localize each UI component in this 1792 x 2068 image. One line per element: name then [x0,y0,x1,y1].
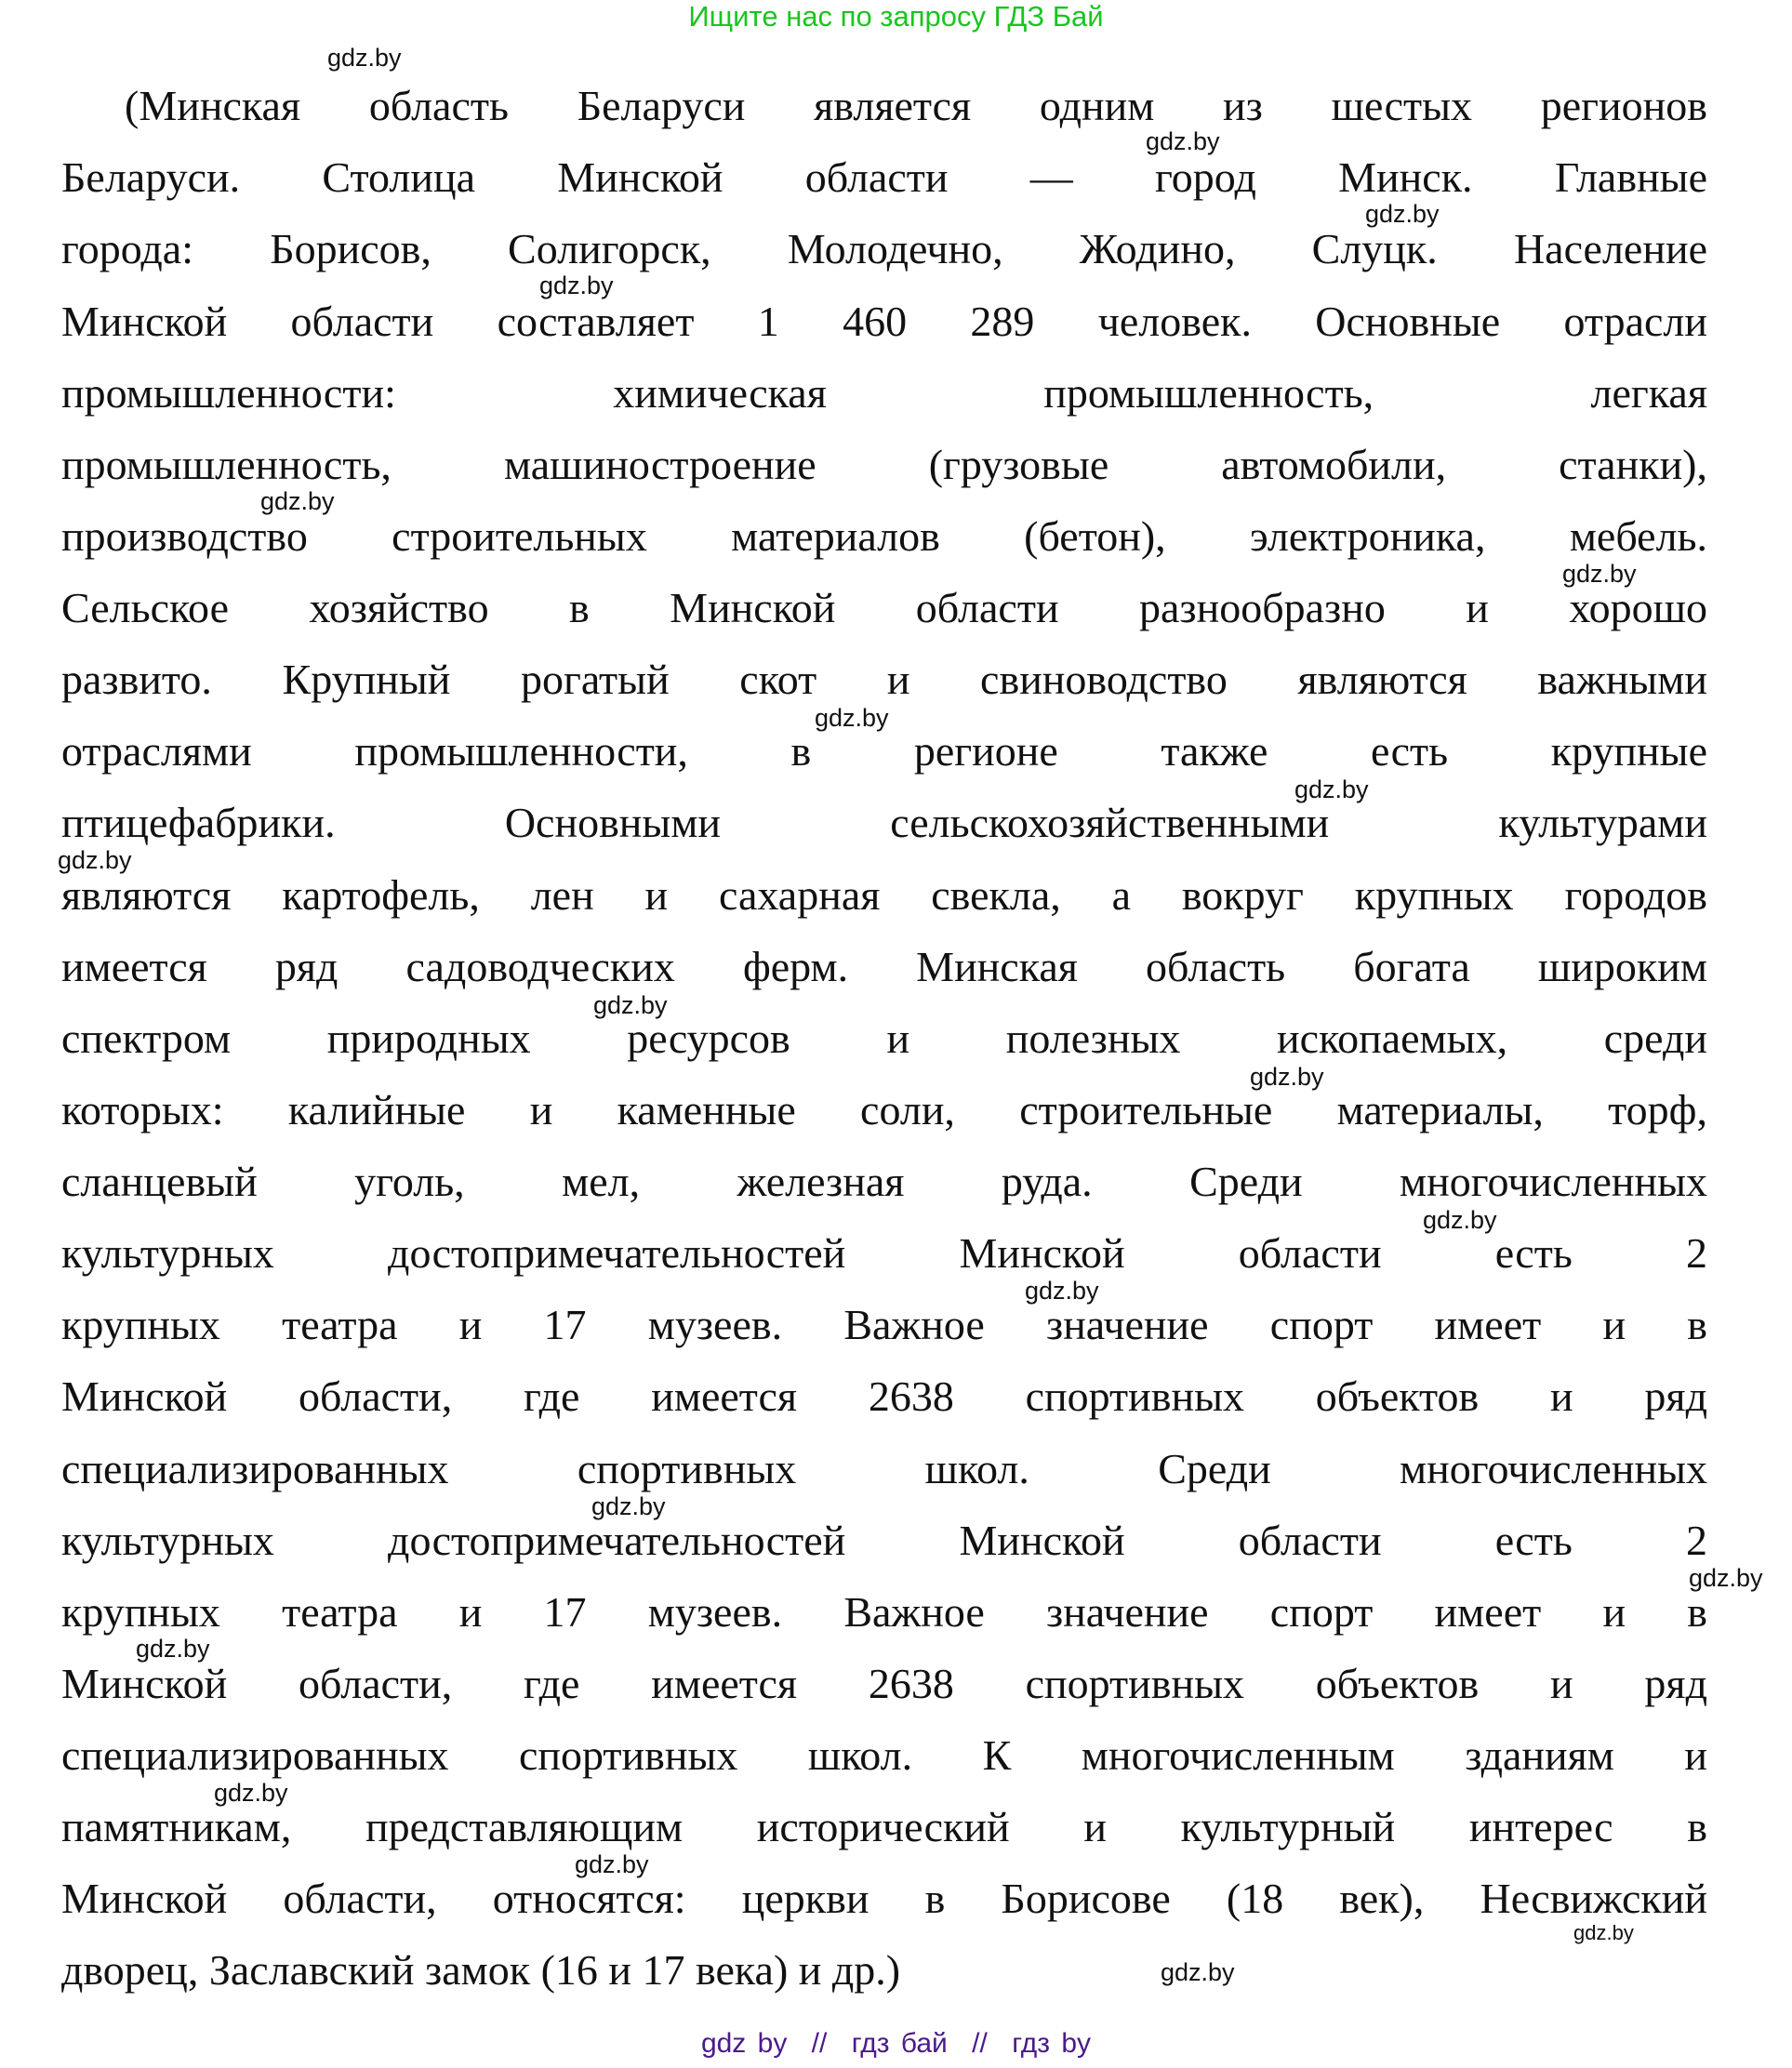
text-line: Сельское хозяйство в Минской области разнообразно и хорошо [61,584,1707,631]
footer-link-gdz-by-cyr[interactable]: гдз by [1012,2028,1092,2059]
text-line: Минской области, относятся: церкви в Борисове (18 век), Несвижский [61,1875,1707,1922]
text-line: являются картофель, лен и сахарная свекла, а вокруг крупных городов [61,871,1707,919]
text-line: памятникам, представляющим исторический и культурный интерес в [61,1803,1707,1850]
footer-separator: // [972,2028,988,2059]
footer-link-gdz-by[interactable]: gdz by [700,2028,788,2059]
watermark: gdz.by [1573,1921,1634,1944]
text-line: культурных достопримечательностей Минской области есть 2 [61,1229,1707,1277]
text-line: Минской области, где имеется 2638 спортивных объектов и ряд [61,1660,1707,1707]
watermark: gdz.by [1250,1063,1324,1091]
watermark: gdz.by [1562,560,1637,588]
text-line: крупных театра и 17 музеев. Важное значение спорт имеет и в [61,1588,1707,1636]
text-line: дворец, Заславский замок (16 и 17 века) и др.) [61,1946,901,1994]
text-line: специализированных спортивных школ. Среди многочисленных [61,1445,1707,1492]
text-line: отраслями промышленности, в регионе также есть крупные [61,727,1707,775]
text-line: птицефабрики. Основными сельскохозяйственными культурами [61,799,1707,846]
footer-links [0,2027,1792,2061]
text-line: которых: калийные и каменные соли, строительные материалы, торф, [61,1086,1707,1133]
text-line: Беларуси. Столица Минской области — город Минск. Главные [61,153,1707,201]
watermark: gdz.by [815,704,889,732]
watermark: gdz.by [214,1779,288,1807]
watermark: gdz.by [1365,200,1440,228]
text-line: города: Борисов, Солигорск, Молодечно, Жодино, Слуцк. Население [61,225,1707,272]
watermark: gdz.by [591,1492,666,1520]
watermark: gdz.by [58,846,132,874]
watermark: gdz.by [575,1850,649,1878]
watermark: gdz.by [260,487,335,515]
watermark: gdz.by [327,44,402,72]
search-banner: Ищите нас по запросу ГДЗ Бай [688,0,1104,33]
watermark: gdz.by [539,272,614,299]
watermark: gdz.by [1161,1958,1235,1986]
text-line: (Минская область Беларуси является одним из шестых регионов [125,82,1707,129]
text-line: промышленность, машиностроение (грузовые автомобили, станки), [61,441,1707,488]
text-line: производство строительных материалов (бетон), электроника, мебель. [61,512,1707,560]
footer-link-gdz-bai[interactable]: гдз бай [851,2028,948,2059]
text-line: спектром природных ресурсов и полезных ископаемых, среди [61,1014,1707,1062]
text-line: Минской области, где имеется 2638 спортивных объектов и ряд [61,1372,1707,1420]
footer-separator: // [811,2028,828,2059]
watermark: gdz.by [1025,1277,1099,1305]
watermark: gdz.by [1689,1564,1763,1592]
text-line: крупных театра и 17 музеев. Важное значение спорт имеет и в [61,1301,1707,1348]
watermark: gdz.by [1146,127,1220,155]
watermark: gdz.by [1423,1206,1497,1234]
watermark: gdz.by [593,991,668,1019]
text-line: промышленности: химическая промышленность, легкая [61,369,1707,417]
text-line: сланцевый уголь, мел, железная руда. Среди многочисленных [61,1158,1707,1205]
text-line: Минской области составляет 1 460 289 человек. Основные отрасли [61,298,1707,345]
text-line: специализированных спортивных школ. К многочисленным зданиям и [61,1731,1707,1779]
text-line: культурных достопримечательностей Минской области есть 2 [61,1517,1707,1564]
text-line: имеется ряд садоводческих ферм. Минская область богата широким [61,943,1707,990]
text-line: развито. Крупный рогатый скот и свиноводство являются важными [61,656,1707,703]
watermark: gdz.by [1294,776,1369,803]
watermark: gdz.by [136,1635,210,1663]
